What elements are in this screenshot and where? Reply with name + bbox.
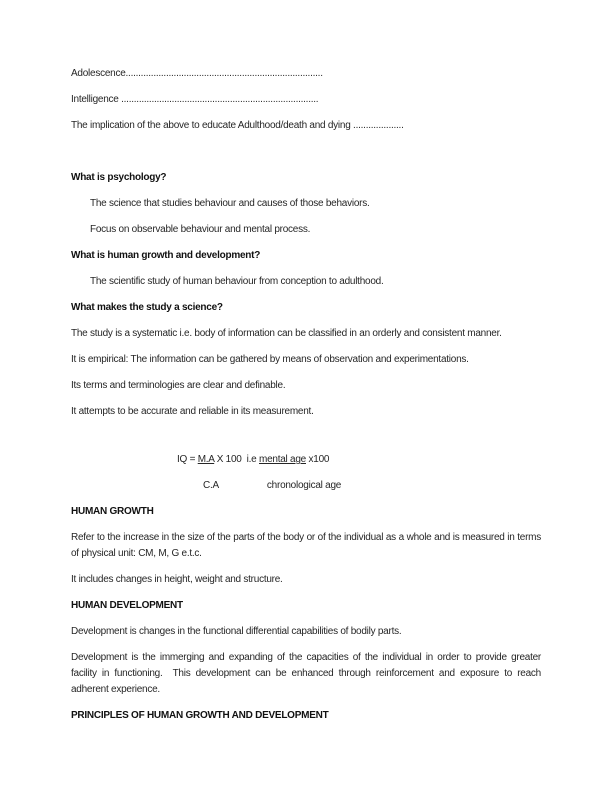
heading-principles: PRINCIPLES OF HUMAN GROWTH AND DEVELOPMENT <box>71 710 329 721</box>
human-development-para-1: Development is changes in the functional differential capabilities of bodily parts. <box>71 626 402 637</box>
iq-formula-middle: X 100 i.e <box>214 454 259 465</box>
human-growth-para-1: Refer to the increase in the size of the parts of the body or of the individual as a whole and is measured in terms of physical unit: CM, M, G e.t.c. <box>71 532 541 559</box>
heading-what-is-human-growth-and-development: What is human growth and development? <box>71 250 261 261</box>
iq-formula-mental-age: mental age <box>259 454 306 465</box>
fill-in-line-adolescence: Adolescence.............................................................................. <box>71 68 323 79</box>
psychology-point-1: The science that studies behaviour and causes of those behaviors. <box>90 198 370 209</box>
iq-formula-prefix: IQ = <box>177 454 198 465</box>
fill-in-line-intelligence: Intelligence .............................................................................. <box>71 94 319 105</box>
iq-formula-suffix: x100 <box>305 454 330 465</box>
iq-formula-line-2 <box>203 478 541 494</box>
heading-what-makes-the-study-a-science: What makes the study a science? <box>71 302 223 313</box>
psychology-point-2: Focus on observable behaviour and mental process. <box>90 224 311 235</box>
iq-formula-numerator: M.A <box>197 454 215 465</box>
science-point-accurate: It attempts to be accurate and reliable in its measurement. <box>71 406 314 417</box>
growth-dev-point-1: The scientific study of human behaviour from conception to adulthood. <box>90 276 384 287</box>
human-growth-para-2: It includes changes in height, weight and structure. <box>71 574 283 585</box>
fill-in-line-implication: The implication of the above to educate Adulthood/death and dying .................... <box>71 120 404 131</box>
science-point-systematic: The study is a systematic i.e. body of information can be classified in an orderly and consistent manner. <box>71 328 502 339</box>
blank-paragraph-spacer <box>71 430 541 452</box>
heading-human-growth: HUMAN GROWTH <box>71 506 154 517</box>
heading-what-is-psychology: What is psychology? <box>71 172 167 183</box>
iq-formula-line-1 <box>177 452 541 468</box>
science-point-empirical: It is empirical: The information can be gathered by means of observation and experimentations. <box>71 354 469 365</box>
human-development-para-2: Development is the immerging and expanding of the capacities of the individual in order to provide greater facility in functioning. This development can be enhanced through reinforcement and exposure to reach adherent experience. <box>71 652 541 695</box>
science-point-terms: Its terms and terminologies are clear and definable. <box>71 380 286 391</box>
heading-human-development: HUMAN DEVELOPMENT <box>71 600 183 611</box>
iq-formula-denominator-label: chronological age <box>266 480 342 491</box>
blank-paragraph-spacer <box>71 144 541 170</box>
iq-formula-denominator: C.A <box>203 480 219 491</box>
